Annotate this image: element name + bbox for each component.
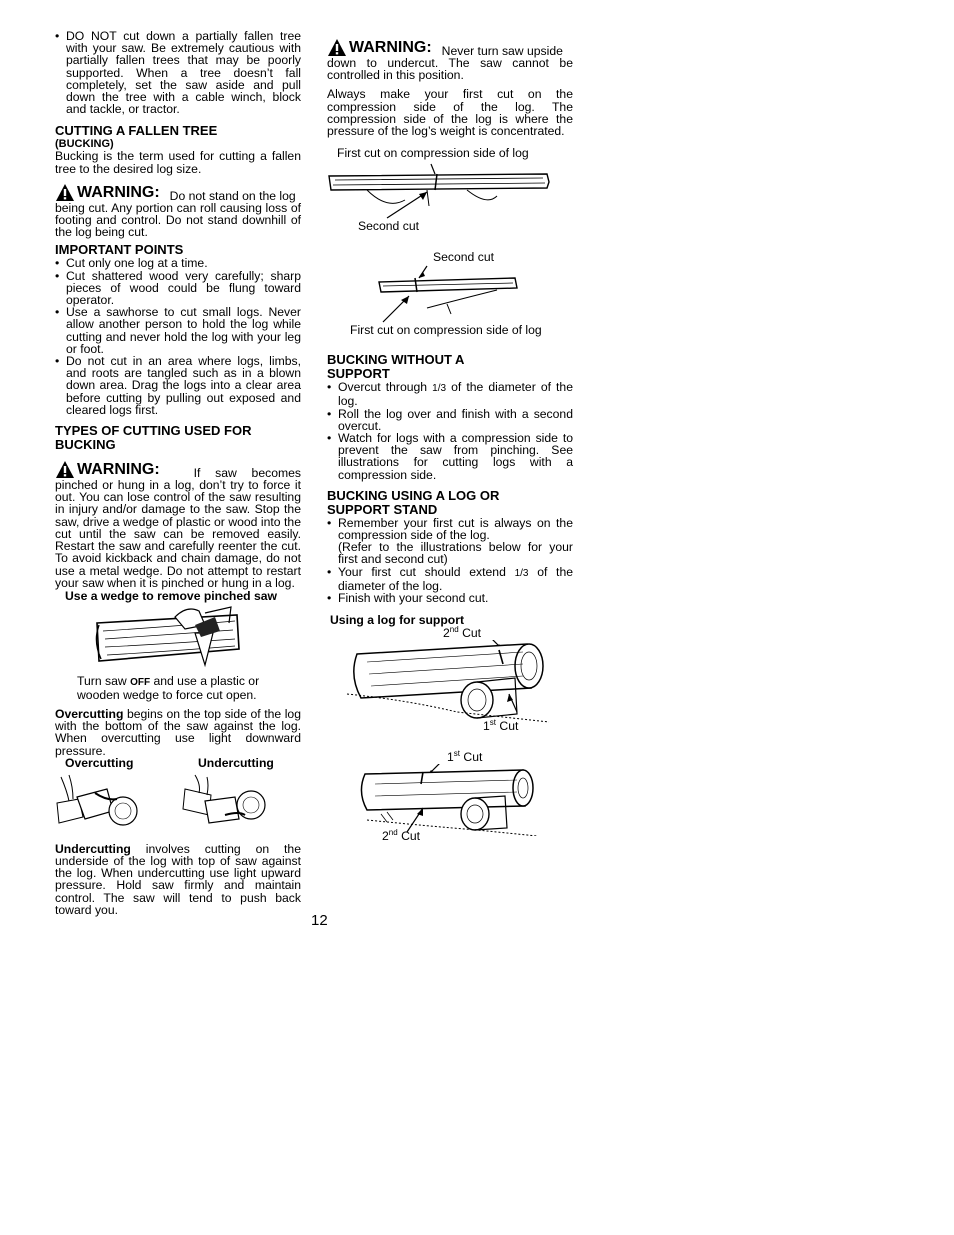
turn-off-word: OFF [130, 676, 151, 688]
fig3-top-word: Cut [462, 626, 482, 641]
fig3-bot-num: 1 [483, 719, 490, 734]
cutting-heading: CUTTING A FALLEN TREE [55, 123, 218, 139]
right-column [327, 38, 573, 843]
points-heading: IMPORTANT POINTS [55, 242, 184, 258]
stand-1 [327, 517, 573, 566]
warning-1 [55, 183, 301, 202]
without-heading [327, 353, 573, 381]
types-heading-line1: TYPES OF CUTTING USED FOR [55, 423, 252, 439]
warning-1-first: Do not stand on the log [169, 188, 296, 203]
point-3: • Use a sawhorse to cut small logs. Never allow another person to hold the log while cutting and never hold the log with your leg or foot. [55, 306, 301, 355]
warning-triangle-icon [55, 183, 75, 202]
fig4-bot-word: Cut [401, 829, 421, 844]
stand-1-note: (Refer to the illustrations below for your first and second cut) [338, 540, 573, 567]
warning-2-label: WARNING: [77, 461, 160, 479]
stand-1-text: Remember your first cut is always on the compression side of the log. [338, 515, 573, 543]
without-1-post: of the diameter of the log. [338, 380, 573, 409]
point-4: • Do not cut in an area where logs, limbs, and roots are tangled such as in a blown down area. Drag the logs into a clear area before cutting by pulling out exposed and cleared logs first. [55, 355, 301, 416]
stand-3: • Finish with your second cut. [327, 592, 573, 604]
fig4-top-label [447, 751, 573, 764]
warning-triangle-icon [55, 460, 75, 479]
under-label: Undercutting [198, 755, 274, 770]
undercutting-term: Undercutting [55, 841, 131, 856]
fig3-bot-sup: st [489, 718, 497, 728]
fig4-top-num: 1 [447, 750, 454, 765]
fig4-top-sup: st [453, 749, 461, 759]
overcutting-paragraph [55, 708, 301, 757]
support-caption: Using a log for support [330, 613, 465, 628]
without-2: • Roll the log over and finish with a second overcut. [327, 408, 573, 432]
stand-2-pre: Your first cut should extend [338, 564, 506, 579]
fig3-bot-word: Cut [499, 719, 519, 734]
over-label: Overcutting [65, 755, 134, 770]
cutting-subheading: (BUCKING) [55, 138, 114, 151]
stand-heading [327, 489, 573, 517]
without-heading-line1: BUCKING WITHOUT A [327, 352, 465, 368]
fig4-bot-sup: nd [388, 828, 398, 838]
fig3-top-sup: nd [449, 625, 459, 635]
overcut-undercut-illustration [55, 771, 301, 837]
fig3-illustration [327, 640, 573, 726]
fig3-top-num: 2 [443, 626, 450, 641]
fig2-bottom-label: First cut on compression side of log [350, 323, 542, 338]
stand-2-frac: 1/3 [514, 567, 529, 579]
fig1-illustration [327, 160, 573, 222]
undercutting-paragraph [55, 843, 301, 916]
stand-2-post: of the diameter of the log. [338, 564, 573, 593]
fig4-bottom-label [382, 830, 573, 843]
without-1-pre: Overcut through [338, 380, 428, 395]
fig1-bottom-label: Second cut [358, 219, 419, 234]
warning-3-first: Never turn saw upside [441, 43, 563, 58]
overcutting-text: begins on the top side of the log with the bottom of the saw against the log. When overcutting use light downward pressure. [55, 706, 301, 758]
warning-3-text: down to undercut. The saw cannot be controlled in this position. [327, 56, 573, 83]
fig4-bot-num: 2 [382, 829, 389, 844]
turn-off-caption [77, 675, 301, 702]
left-column [55, 30, 301, 916]
without-heading-line2: SUPPORT [327, 366, 390, 382]
turn-post: and use a plastic or [153, 673, 260, 688]
types-heading [55, 424, 301, 452]
fig1-top-label: First cut on compression side of log [337, 146, 529, 161]
without-3: • Watch for logs with a compression side to prevent the saw from pinching. See illustrations for cutting logs with a compression side. [327, 432, 573, 481]
point-2: • Cut shattered wood very carefully; sharp pieces of wood could be flung toward operator. [55, 270, 301, 307]
fig2-illustration [327, 264, 573, 326]
warning-2-text: pinched or hung in a log, don’t try to force it out. You can lose control of the saw resulting in injury and/or damage to the saw. Stop the saw, drive a wedge of plastic or wood into the cut until the saw can be removed easily. Restart the saw and carefully reenter the cut. To avoid kickback and chain damage, do not use a metal wedge. Do not attempt to restart your saw when it is pinched or hung in a log. [55, 478, 301, 590]
warning-2-first: If saw becomes [193, 465, 301, 480]
stand-2 [327, 566, 573, 592]
stand-heading-line1: BUCKING USING A LOG OR [327, 487, 500, 503]
turn-pre: Turn saw [77, 673, 127, 688]
undercutting-text: involves cutting on the underside of the log with top of saw against the log. When undercutting use light upward pressure. Hold saw firmly and maintain control. The saw will tend to push back toward you. [55, 841, 301, 917]
fig4-top-word: Cut [463, 750, 483, 765]
wedge-caption: Use a wedge to remove pinched saw [65, 588, 277, 603]
without-1 [327, 381, 573, 407]
warning-2 [55, 460, 301, 479]
cut-labels [55, 757, 301, 771]
intro-bullet: • DO NOT cut down a partially fallen tree with your saw. Be extremely cautious with partially fallen trees that may be poorly supported. When a tree doesn’t fall completely, set the saw aside and pull down the tree with a cable winch, block and tackle, or tractor. [55, 30, 301, 115]
fig3-bottom-label [483, 720, 573, 733]
cutting-text: Bucking is the term used for cutting a fallen tree to the desired log size. [55, 149, 301, 176]
wedge-illustration [55, 603, 301, 669]
stand-heading-line2: SUPPORT STAND [327, 501, 438, 517]
page-number: 12 [311, 912, 328, 929]
compression-text: Always make your first cut on the compression side of the log. The compression side of the log is where the pressure of the log’s weight is concentrated. [327, 87, 573, 139]
overcutting-term: Overcutting [55, 706, 124, 721]
types-heading-line2: BUCKING [55, 437, 116, 453]
warning-1-label: WARNING: [77, 183, 160, 201]
warning-3 [327, 38, 573, 57]
without-1-frac: 1/3 [432, 383, 447, 395]
fig2-top-label: Second cut [433, 250, 494, 265]
warning-triangle-icon [327, 38, 347, 57]
fig3-top-label [443, 627, 573, 640]
warning-3-label: WARNING: [349, 39, 432, 56]
turn-line2: wooden wedge to force cut open. [77, 687, 257, 702]
fig4-illustration [327, 764, 573, 836]
point-1: • Cut only one log at a time. [55, 257, 301, 269]
warning-1-text: being cut. Any portion can roll causing loss of footing and control. Do not stand downhill of the log being cut. [55, 200, 301, 240]
